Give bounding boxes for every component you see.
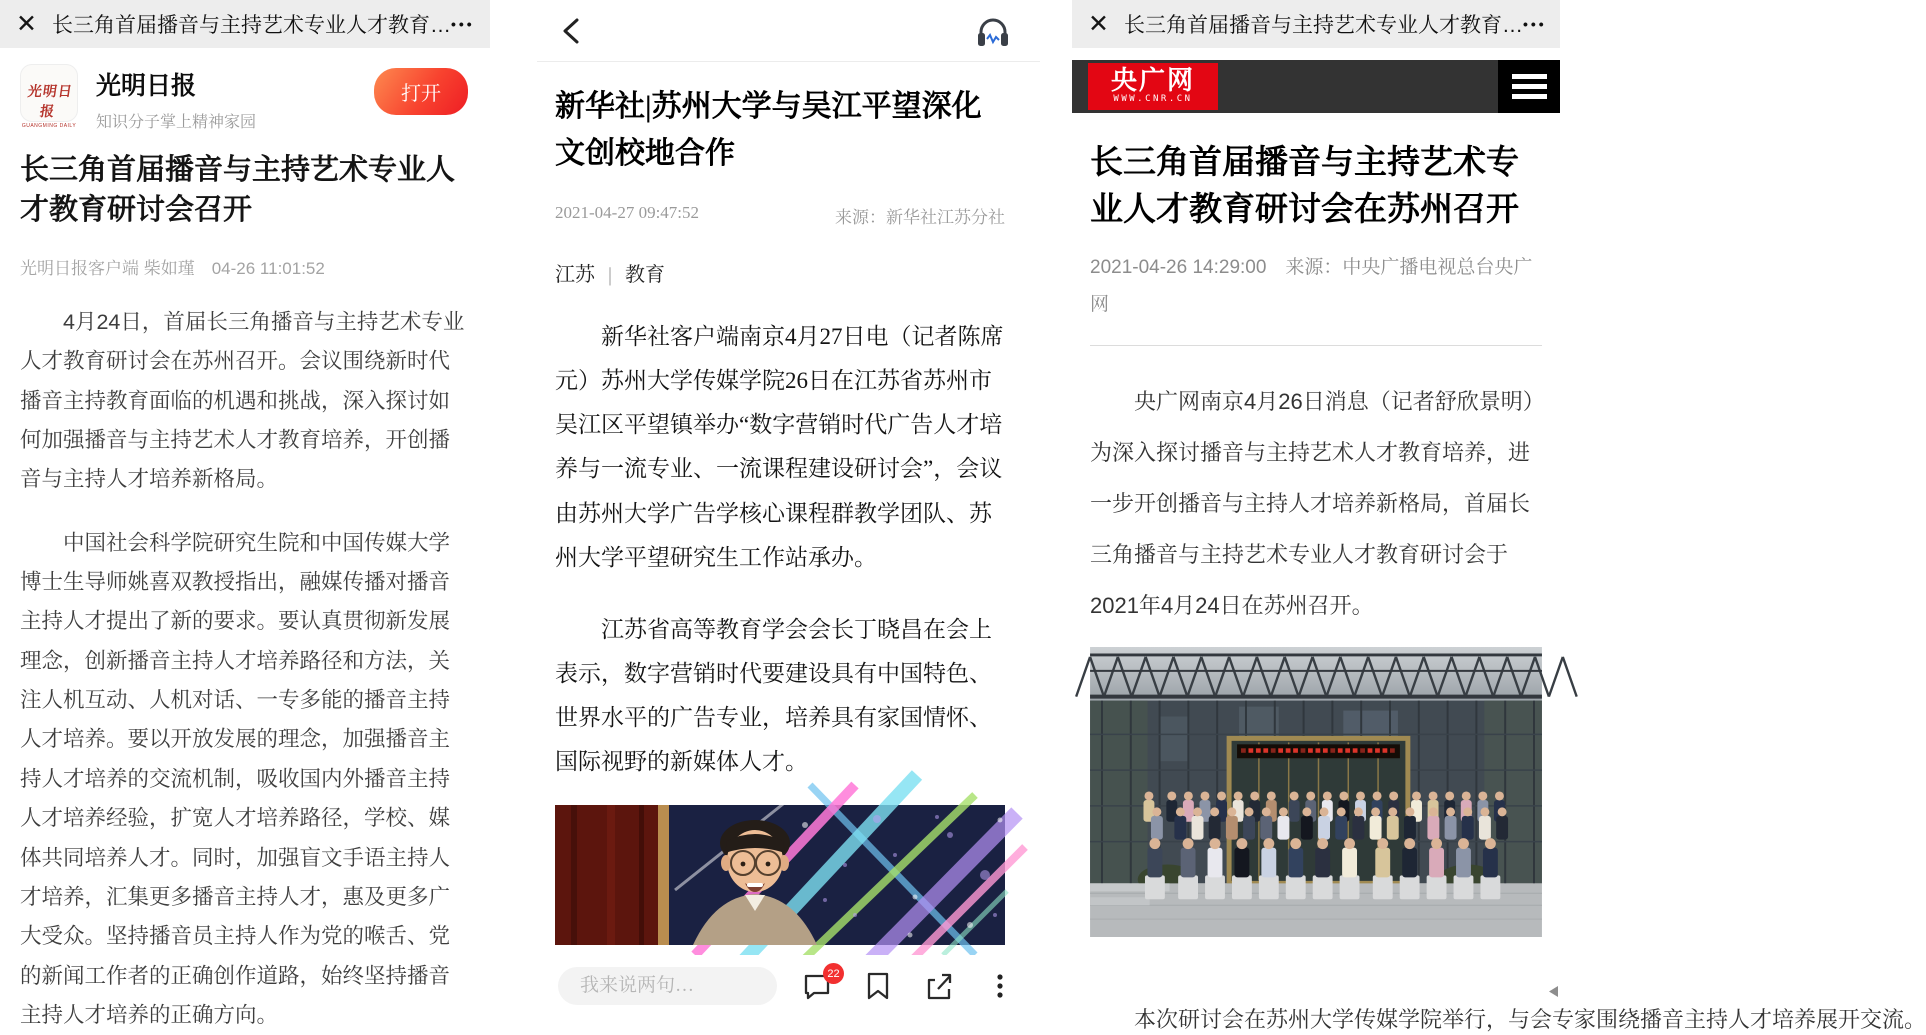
bookmark-icon[interactable]: [864, 972, 892, 1000]
article-title: 长三角首届播音与主持艺术专业人才教育研讨会在苏州召开: [1090, 143, 1519, 227]
close-icon[interactable]: ✕: [1088, 9, 1109, 38]
divider: [1090, 345, 1542, 346]
page-title: 长三角首届播音与主持艺术专业人才教育…: [51, 14, 451, 37]
comments-icon[interactable]: [803, 967, 840, 1000]
comment-count-badge: 22: [823, 963, 844, 984]
app-name: 光明日报: [96, 72, 197, 100]
guangming-logo-sub: GUANGMING DAILY: [21, 123, 77, 129]
group-photo[interactable]: [1090, 647, 1542, 937]
article-meta: 2021-04-26 14:29:00 来源：中央广播电视总台央广网: [1090, 256, 1533, 315]
titlebar: [0, 0, 490, 48]
page-title: 长三角首届播音与主持艺术专业人才教育…: [1123, 14, 1523, 37]
paragraph: 江苏省高等教育学会会长丁晓昌在会上表示，数字营销时代要建设具有中国特色、世界水平的广告专业，培养具有家国情怀、国际视野的新媒体人才。: [555, 616, 992, 775]
guangming-logo: [20, 64, 78, 129]
app-tagline: 知识分子掌上精神家园: [96, 114, 257, 131]
bottom-toolbar: [537, 955, 1040, 1017]
paragraph: 新华社客户端南京4月27日电（记者陈席元）苏州大学传媒学院26日在江苏省苏州市吴江区平望镇举办“数字营销时代广告人才培养与一流专业、一流课程建设研讨会”，会议由苏州大学广告学核心课程群教学团队、苏州大学平望研究生工作站承办。: [555, 324, 1004, 570]
article-title: 新华社|苏州大学与吴江平望深化文创校地合作: [555, 90, 982, 170]
article-source: 来源：新华社江苏分社: [835, 208, 1005, 227]
kebab-menu-icon[interactable]: [986, 972, 1014, 1000]
panel-guangming-article: [0, 0, 490, 1027]
guangming-logo-text: 光明日报: [26, 83, 75, 119]
clipped-next-paragraph: 本次研讨会在苏州大学传媒学院举行，与会专家围绕播音主持人才培养展开交流。: [1134, 1007, 1926, 1032]
listen-audio-icon[interactable]: [974, 11, 1012, 51]
article-title: 长三角首届播音与主持艺术专业人才教育研讨会召开: [20, 154, 456, 227]
article-image[interactable]: [555, 805, 1005, 945]
app-promo-header: [20, 64, 470, 131]
panel-xinhua-article: [537, 0, 1040, 1017]
hamburger-menu-icon[interactable]: [1498, 60, 1560, 113]
article-body: [555, 315, 1005, 785]
more-icon[interactable]: •••: [1522, 16, 1547, 32]
paragraph: 中国社会科学院研究生院和中国传媒大学博士生导师姚喜双教授指出，融媒传播对播音主持人才提出了新的要求。要认真贯彻新发展理念，创新播音主持人才培养路径和方法，关注人机互动、人机对话、一专多能的播音主持人才培养。要以开放发展的理念，加强播音主持人才培养的交流机制，吸收国内外播音主持人才培养经验，扩宽人才培养路径，学校、媒体共同培养人才。同时，加强盲文手语主持人才培养，汇集更多播音主持人才，惠及更多广大受众。坚持播音员主持人作为党的喉舌、党的新闻工作者的正确创作道路，始终坚持播音主持人才培养的正确方向。: [20, 530, 451, 1027]
share-icon[interactable]: [925, 972, 953, 1000]
article-date: 2021-04-27 09:47:52: [555, 203, 700, 222]
open-app-button[interactable]: 打开: [374, 68, 468, 115]
panel-cnr-article: [1072, 0, 1926, 1032]
tag-separator: |: [608, 264, 613, 286]
tag-channel[interactable]: 教育: [625, 264, 666, 286]
back-icon[interactable]: [557, 12, 587, 50]
close-icon[interactable]: ✕: [16, 9, 37, 38]
cnr-logo-url: WWW.CNR.CN: [1113, 94, 1193, 104]
site-header: [1072, 60, 1560, 113]
article-body: [1090, 376, 1542, 631]
more-icon[interactable]: •••: [450, 16, 475, 32]
article-body: [20, 303, 470, 1035]
article-byline: 光明日报客户端 柴如瑾 04-26 11:01:52: [20, 259, 325, 279]
article-tags[interactable]: [555, 258, 1005, 287]
cnr-logo-text: 央广网: [1110, 65, 1195, 95]
paragraph: 央广网南京4月26日消息（记者舒欣景明）为深入探讨播音与主持艺术人才教育培养，进一步开创播音与主持人才培养新格局，首届长三角播音与主持艺术专业人才教育研讨会于2021年4月24日在苏州召开。: [1090, 388, 1534, 618]
navbar: [537, 0, 1040, 62]
paragraph: 4月24日，首届长三角播音与主持艺术专业人才教育研讨会在苏州召开。会议围绕新时代播音主持教育面临的机遇和挑战，深入探讨如何加强播音与主持艺术人才教育培养，开创播音与主持人才培养新格局。: [20, 310, 465, 492]
titlebar: [1072, 0, 1560, 48]
comment-input[interactable]: [558, 967, 777, 1005]
led-banner: [1241, 748, 1395, 752]
tag-region[interactable]: 江苏: [555, 264, 595, 286]
cnr-logo[interactable]: [1088, 63, 1218, 110]
